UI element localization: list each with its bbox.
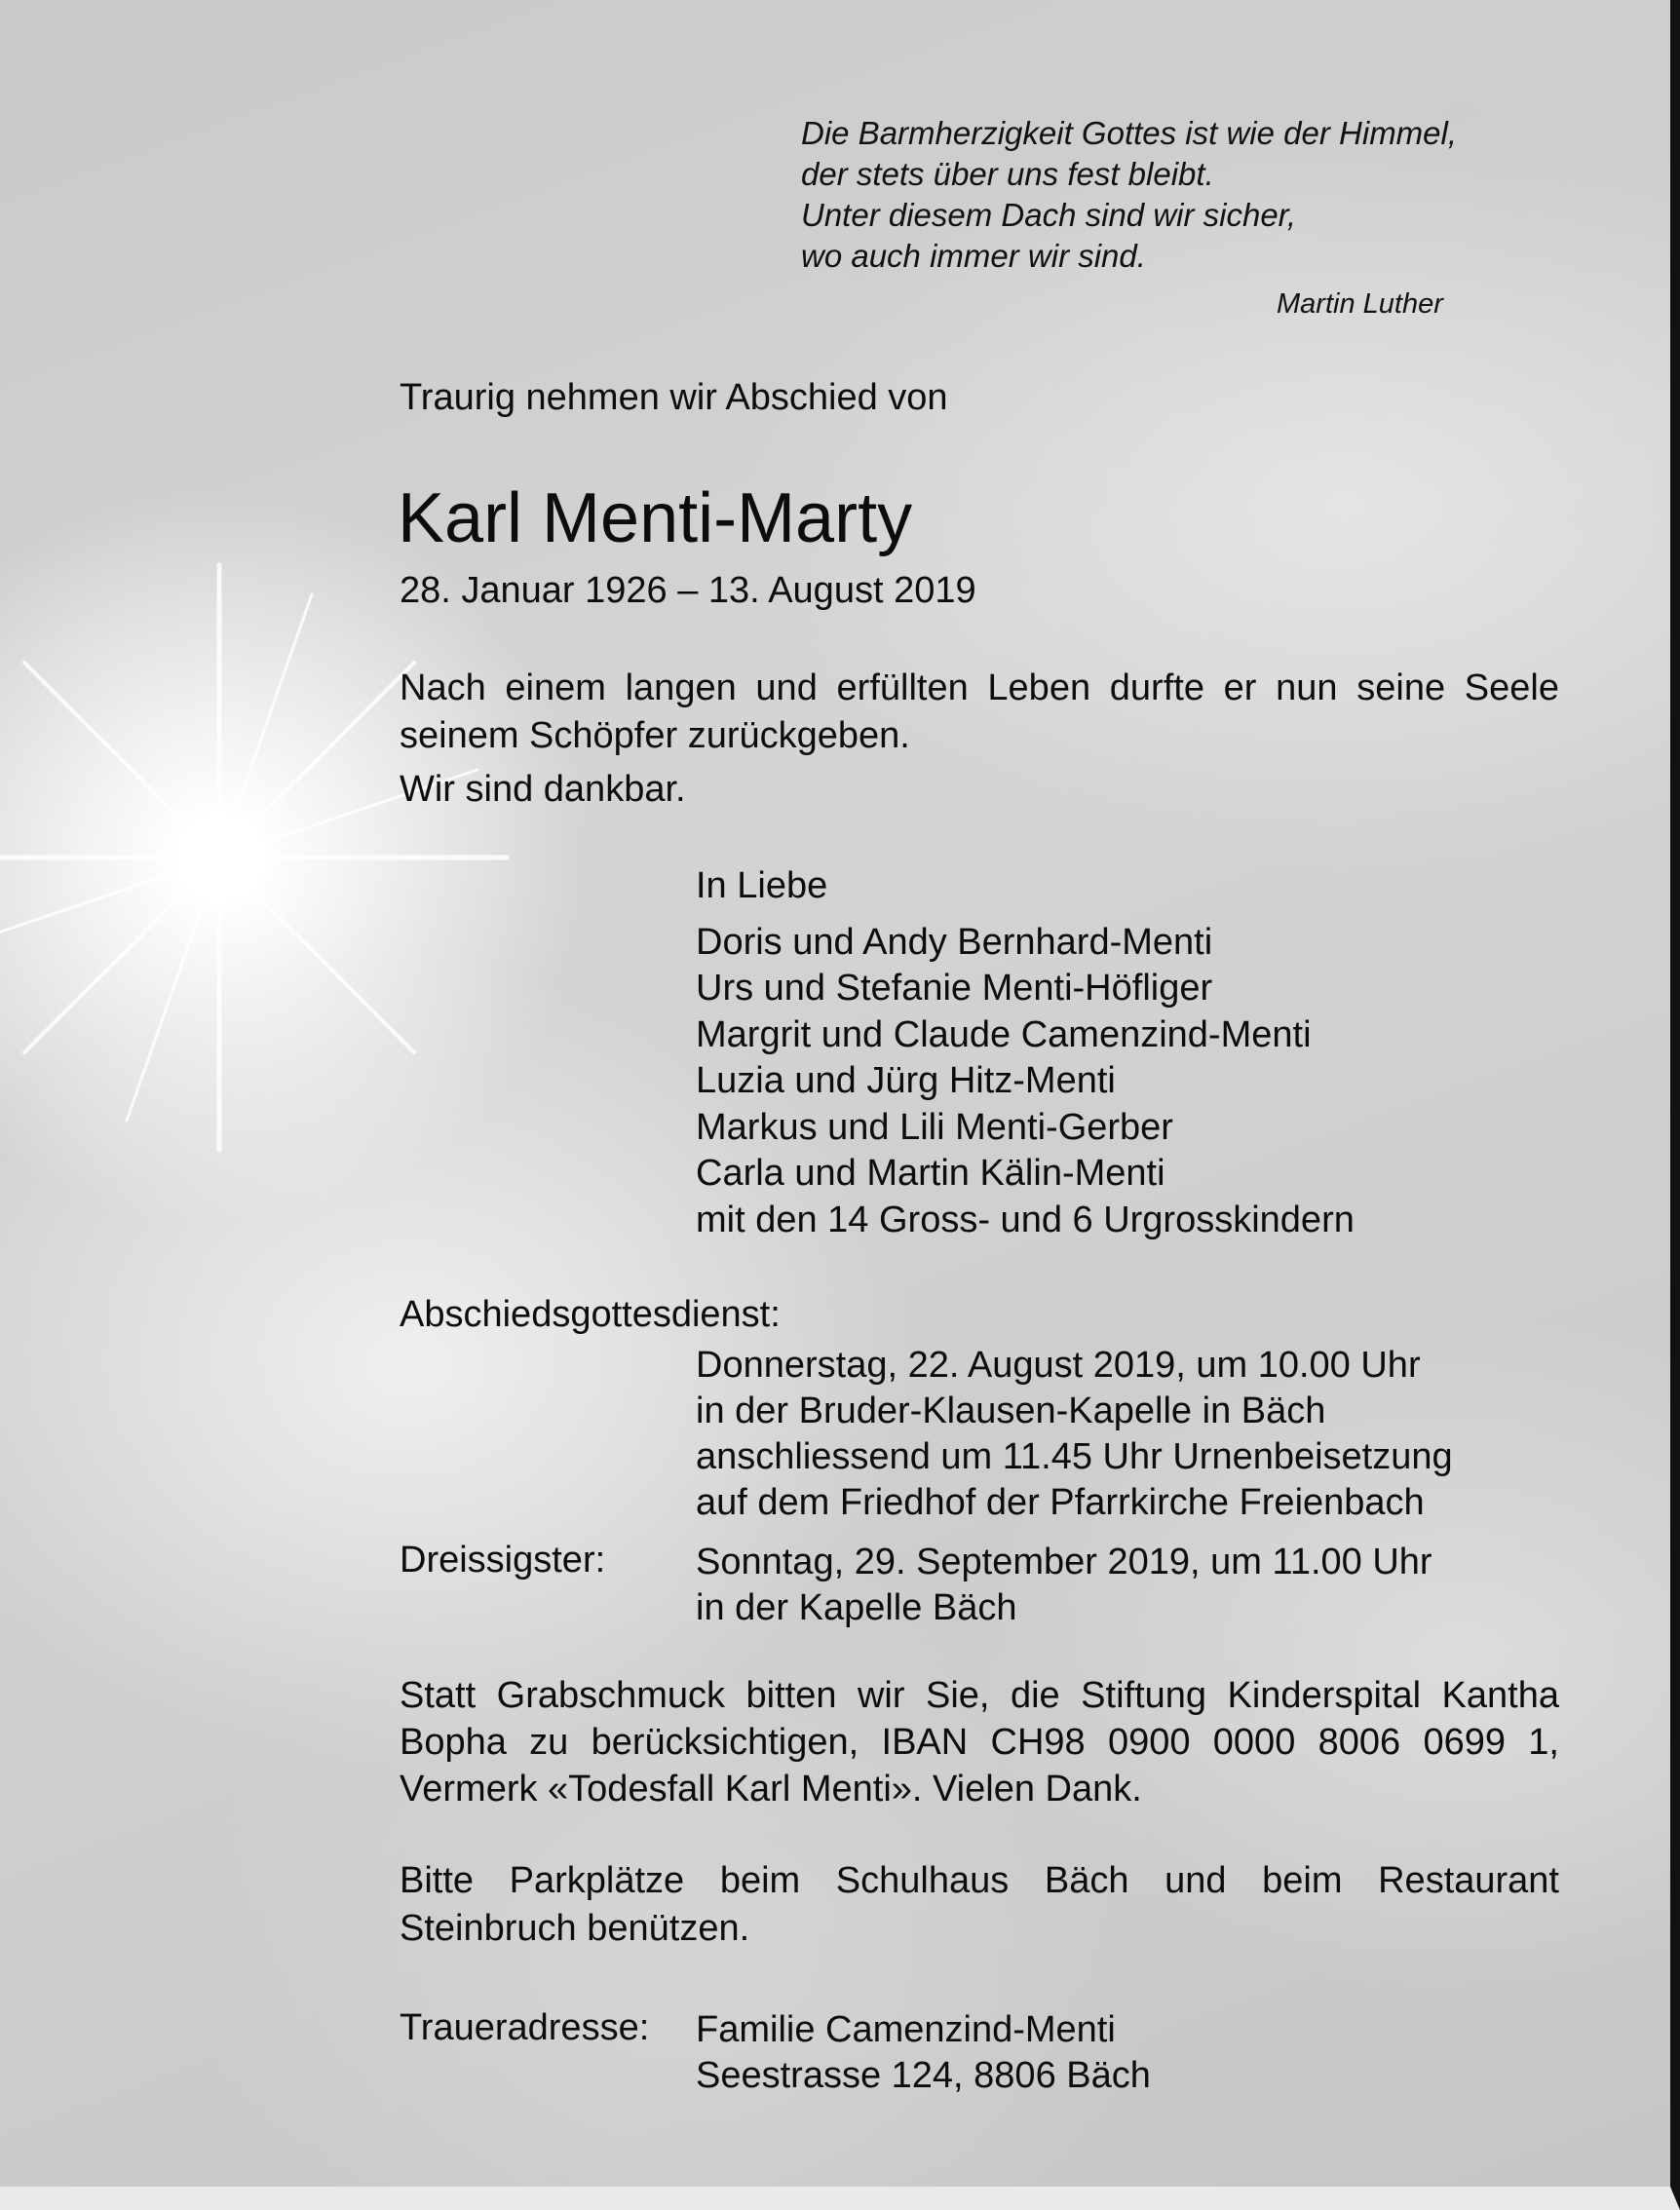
address-line: Familie Camenzind-Menti [696, 2009, 1116, 2050]
family-member: Markus und Lili Menti-Gerber [696, 1106, 1173, 1148]
life-dates: 28. Januar 1926 – 13. August 2019 [400, 570, 976, 611]
family-member: Margrit und Claude Camenzind-Menti [696, 1013, 1312, 1055]
donation-request: Statt Grabschmuck bitten wir Sie, die Stiftung Kinderspital Kantha Bopha zu berücksichtigen, IBAN CH98 0900 0000 8006 0699 1, Vermerk «Todesfall Karl Menti». Vielen Dank. [400, 1675, 1559, 1810]
quote-line: wo auch immer wir sind. [801, 238, 1146, 274]
deceased-name: Karl Menti-Marty [398, 479, 913, 557]
family-member: Urs und Stefanie Menti-Höfliger [696, 968, 1213, 1009]
family-member: Carla und Martin Kälin-Menti [696, 1153, 1165, 1194]
thanks-line: Wir sind dankbar. [400, 769, 686, 810]
thirtieth-line: Sonntag, 29. September 2019, um 11.00 Uhr [696, 1542, 1432, 1582]
family-list [696, 863, 1355, 1243]
farewell-message: Nach einem langen und erfüllten Leben durfte er nun seine Seele seinem Schöpfer zurückgeben. [400, 667, 1559, 756]
quote-line: Die Barmherzigkeit Gottes ist wie der Himmel, [801, 115, 1458, 151]
family-heading: In Liebe [696, 865, 828, 906]
address-details [696, 2007, 1151, 2099]
parking-info: Bitte Parkplätze beim Schulhaus Bäch und beim Restaurant Steinbruch benützen. [400, 1860, 1559, 1949]
quote-author: Martin Luther [1277, 288, 1443, 320]
family-member: Doris und Andy Bernhard-Menti [696, 921, 1213, 963]
service-label: Abschiedsgottesdienst: [400, 1294, 781, 1335]
service-line: auf dem Friedhof der Pfarrkirche Freienbach [696, 1482, 1425, 1523]
family-member: mit den 14 Gross- und 6 Urgrosskindern [696, 1199, 1355, 1240]
address-line: Seestrasse 124, 8806 Bäch [696, 2055, 1151, 2096]
bible-quote [801, 113, 1457, 277]
address-label: Traueradresse: [400, 2007, 650, 2048]
intro-text: Traurig nehmen wir Abschied von [400, 377, 948, 418]
service-line: anschliessend um 11.45 Uhr Urnenbeisetzung [696, 1436, 1453, 1477]
family-member: Luzia und Jürg Hitz-Menti [696, 1060, 1116, 1101]
thirtieth-details [696, 1540, 1432, 1631]
service-line: Donnerstag, 22. August 2019, um 10.00 Uhr [696, 1345, 1421, 1386]
service-details [696, 1343, 1453, 1526]
quote-line: Unter diesem Dach sind wir sicher, [801, 197, 1297, 233]
thirtieth-label: Dreissigster: [400, 1540, 606, 1581]
quote-line: der stets über uns fest bleibt. [801, 156, 1214, 192]
service-line: in der Bruder-Klausen-Kapelle in Bäch [696, 1391, 1326, 1431]
thirtieth-line: in der Kapelle Bäch [696, 1587, 1017, 1628]
